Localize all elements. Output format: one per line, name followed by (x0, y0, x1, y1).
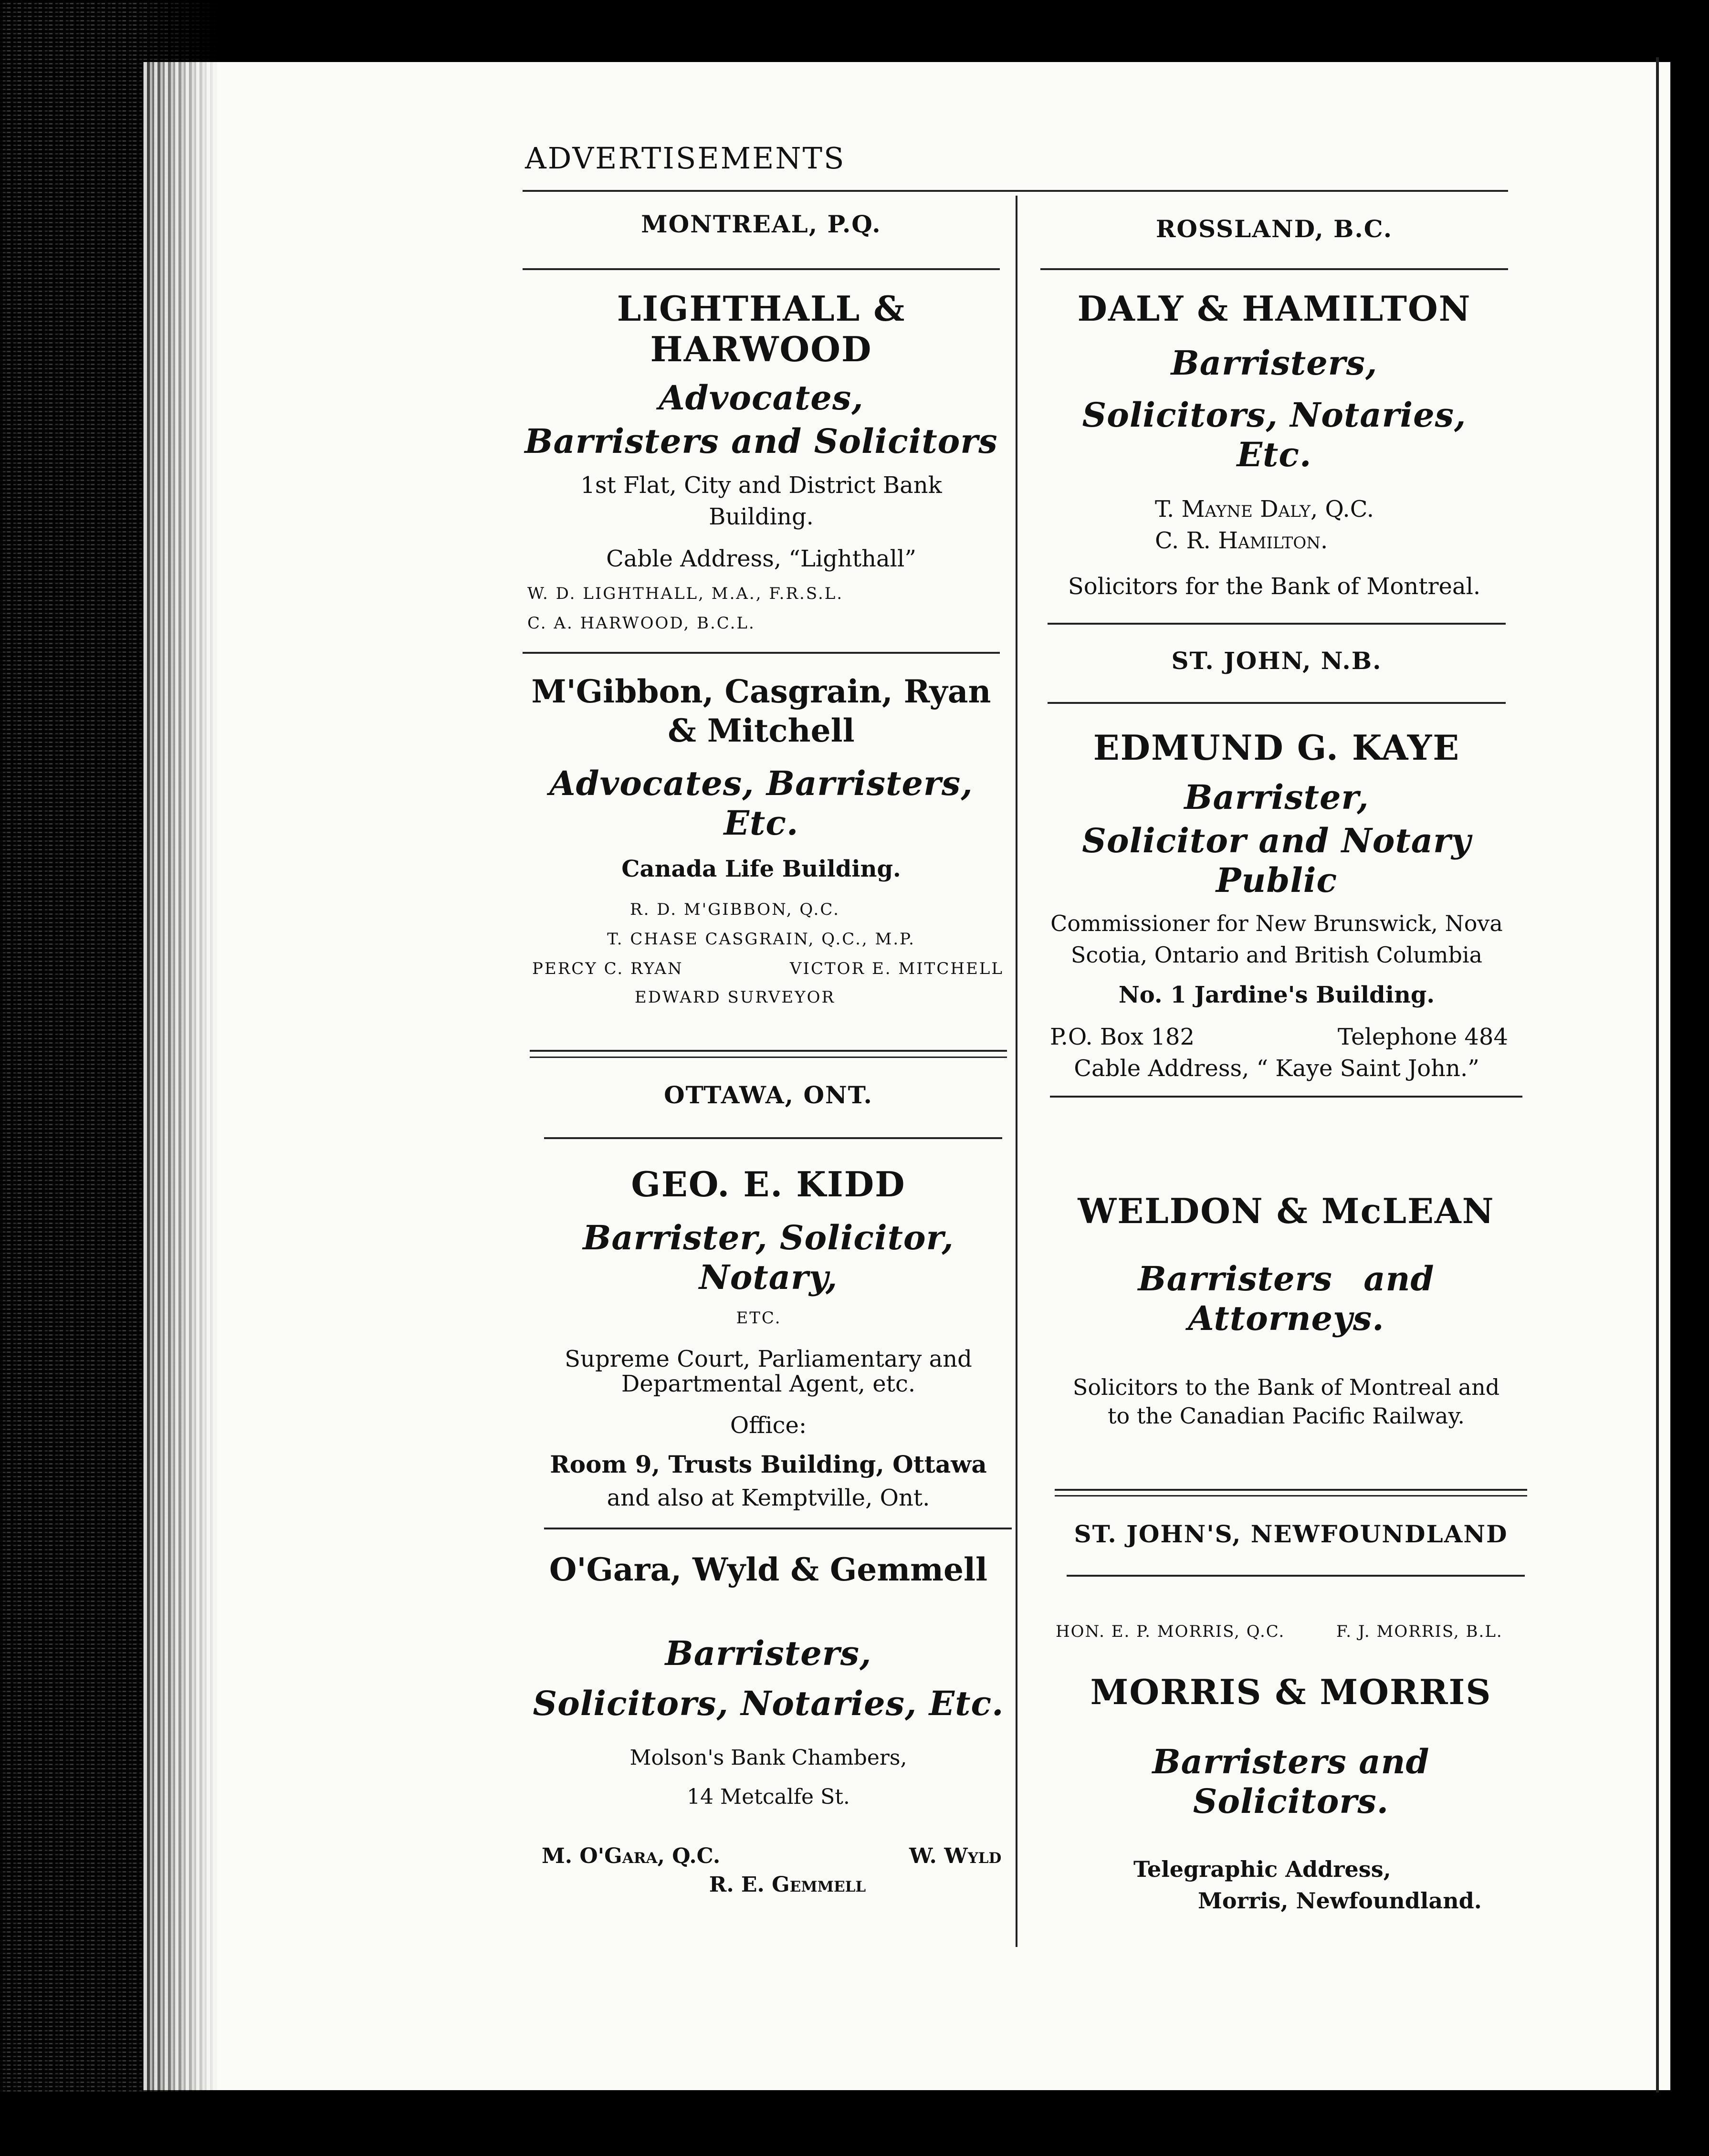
profession-line: Advocates, (659, 378, 864, 418)
description-line: Departmental Agent, etc. (621, 1371, 916, 1397)
description-line: Scotia, Ontario and British Columbia (1070, 942, 1483, 968)
firm-name: GEO. E. KIDD (631, 1164, 906, 1204)
scan-border-bottom (0, 2093, 1709, 2156)
partner-name: T. CHASE CASGRAIN, Q.C., M.P. (607, 930, 915, 949)
profession-line: Solicitor and Notary Public (1082, 821, 1471, 900)
left-rule-2 (523, 652, 1000, 654)
firm-name: DALY & HAMILTON (1077, 288, 1471, 329)
address-line: Canada Life Building. (621, 856, 901, 882)
ad-edmund-kaye (1048, 647, 1506, 1084)
profession-line: Barrister, Solicitor, Notary, (583, 1218, 954, 1297)
description-line: Solicitors to the Bank of Montreal and (1072, 1374, 1500, 1400)
description-line: Supreme Court, Parliamentary and (565, 1346, 972, 1372)
description-line: to the Canadian Pacific Railway. (1108, 1403, 1465, 1429)
firm-name: & Mitchell (668, 712, 855, 749)
po-box: P.O. Box 182 (1050, 1024, 1195, 1050)
profession-line: Barrister, (1184, 777, 1369, 817)
partner-name: R. E. Gemmell (709, 1873, 866, 1897)
partner-row (530, 1841, 1007, 1869)
partner-row (523, 959, 1004, 978)
partner-name: M. O'Gara, Q.C. (542, 1844, 721, 1868)
city-heading: ROSSLAND, B.C. (1155, 215, 1393, 243)
scan-edge-line (1656, 57, 1659, 2109)
telegraphic-address: Morris, Newfoundland. (1198, 1888, 1482, 1914)
right-rule-4 (1050, 1096, 1522, 1098)
partner-name: EDWARD SURVEYOR (634, 988, 836, 1007)
ad-geo-kidd (530, 1081, 1007, 1514)
bank-note: Solicitors for the Bank of Montreal. (1068, 573, 1481, 600)
firm-name: O'Gara, Wyld & Gemmell (549, 1551, 988, 1588)
etc-note: ETC. (736, 1308, 782, 1328)
city-heading: OTTAWA, ONT. (664, 1081, 873, 1109)
address-line: Molson's Bank Chambers, (629, 1746, 907, 1770)
firm-name: EDMUND G. KAYE (1093, 727, 1460, 768)
ad-mgibbon-casgrain (523, 673, 1004, 1007)
telephone: Telephone 484 (1337, 1024, 1508, 1050)
ad-daly-hamilton (1040, 215, 1508, 602)
profession-line: Barristers and Solicitors. (1152, 1742, 1430, 1821)
firm-name: M'Gibbon, Casgrain, Ryan (531, 673, 991, 710)
office-address: and also at Kemptville, Ont. (607, 1485, 930, 1511)
telegraphic-label: Telegraphic Address, (1133, 1856, 1391, 1882)
profession-line: Barristers, (1171, 343, 1378, 383)
partner-name: W. Wyld (909, 1844, 1002, 1868)
address-line: Building. (709, 503, 814, 530)
left-rule-3a (530, 1050, 1007, 1052)
partner-name: W. D. LIGHTHALL, M.A., F.R.S.L. (527, 584, 844, 603)
ad-ogara-wyld-gemmell (530, 1551, 1007, 1901)
scan-border-top (0, 0, 1709, 62)
profession-line: Solicitors, Notaries, Etc. (533, 1684, 1004, 1723)
right-rule-2 (1048, 623, 1506, 625)
firm-name: MORRIS & MORRIS (1090, 1672, 1492, 1712)
city-heading: ST. JOHN'S, NEWFOUNDLAND (1074, 1520, 1508, 1548)
contact-row (1048, 1021, 1506, 1053)
cable-address: Cable Address, “Lighthall” (606, 545, 916, 572)
address-line: No. 1 Jardine's Building. (1118, 982, 1435, 1008)
office-address: Room 9, Trusts Building, Ottawa (550, 1450, 987, 1478)
scan-edge-shadow (0, 0, 220, 2156)
partner-name: R. D. M'GIBBON, Q.C. (630, 900, 840, 919)
firm-name: LIGHTHALL & HARWOOD (617, 288, 906, 369)
partner-name: HON. E. P. MORRIS, Q.C. (1056, 1622, 1285, 1641)
profession-line: Solicitors, Notaries, Etc. (1082, 395, 1467, 474)
ad-morris-morris (1055, 1520, 1527, 1916)
city-heading: MONTREAL, P.Q. (641, 210, 881, 238)
profession-line: Barristers, (665, 1633, 872, 1673)
ad-weldon-mclean (1050, 1191, 1522, 1432)
running-head: ADVERTISEMENTS (525, 141, 846, 176)
city-heading: ST. JOHN, N.B. (1171, 647, 1382, 675)
partner-row (1055, 1622, 1527, 1643)
address-line: 1st Flat, City and District Bank (580, 472, 942, 499)
ad-lighthall-harwood (523, 210, 1000, 633)
address-line: 14 Metcalfe St. (687, 1785, 850, 1809)
column-divider (1016, 196, 1017, 1947)
profession-line: Advocates, Barristers, Etc. (549, 764, 973, 843)
profession-line: Barristers and Solicitors (524, 421, 998, 461)
firm-name: WELDON & McLEAN (1078, 1191, 1495, 1231)
partner-name: PERCY C. RYAN (532, 959, 683, 978)
partner-name: T. Mayne Daly, Q.C. (1155, 496, 1374, 523)
partner-name: C. A. HARWOOD, B.C.L. (527, 614, 755, 633)
right-rule-5b (1055, 1495, 1527, 1497)
right-rule-5a (1055, 1489, 1527, 1491)
left-rule-5 (544, 1528, 1012, 1529)
header-rule (523, 190, 1508, 192)
partner-name: C. R. Hamilton. (1155, 527, 1328, 554)
partner-name: F. J. MORRIS, B.L. (1336, 1622, 1503, 1641)
description-line: Commissioner for New Brunswick, Nova (1050, 911, 1503, 936)
cable-address: Cable Address, “ Kaye Saint John.” (1074, 1055, 1479, 1082)
profession-line: Barristers and Attorneys. (1138, 1259, 1435, 1338)
office-label: Office: (730, 1412, 807, 1439)
partner-name: VICTOR E. MITCHELL (790, 959, 1004, 978)
scan-border-right (1670, 0, 1709, 2156)
left-rule-3b (530, 1057, 1007, 1058)
